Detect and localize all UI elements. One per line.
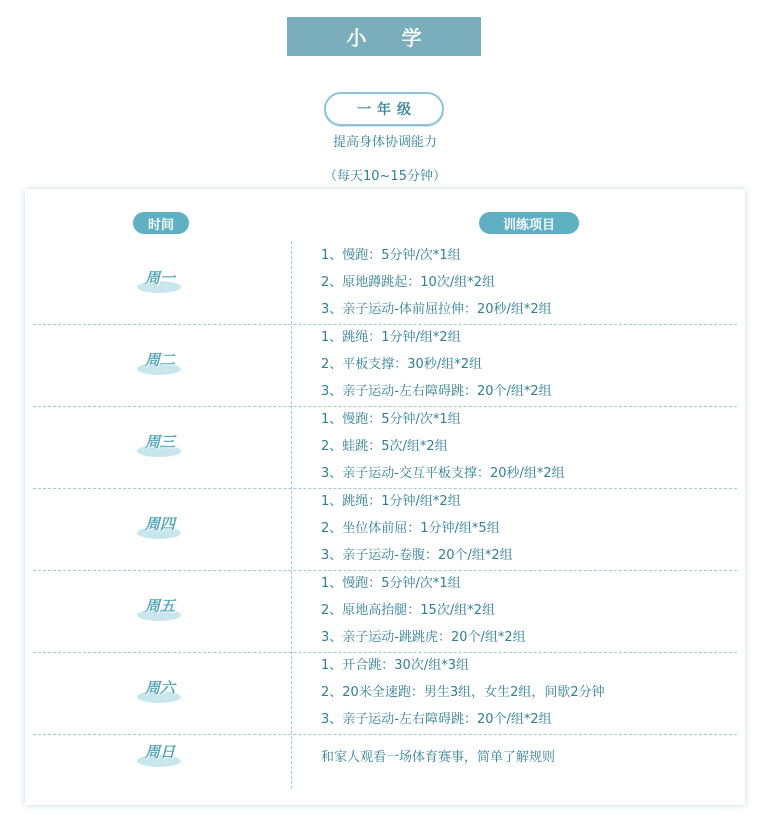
day-label [133,587,183,627]
training-item: 3、亲子运动-卷腹：20个/组*2组 [321,548,513,563]
training-item: 2、原地高抬腿：15次/组*2组 [321,603,495,618]
day-label [133,341,183,381]
header-training-items: 训练项目 [479,212,579,234]
day-label [133,669,183,709]
grade-label: 一年级 [357,102,417,118]
training-duration: （每天10~15分钟） [324,169,446,184]
training-item: 3、亲子运动-左右障碍跳：20个/组*2组 [321,384,552,399]
training-items [321,652,605,733]
training-item: 3、亲子运动-交互平板支撑：20秒/组*2组 [321,466,565,481]
training-item: 3、亲子运动-体前屈拉伸：20秒/组*2组 [321,302,552,317]
training-items [321,324,552,405]
training-item: 1、慢跑：5分钟/次*1组 [321,412,461,427]
day-label-text: 周日 [144,743,175,761]
day-label-text: 周五 [144,597,175,615]
banner-title: 小 学 [346,26,436,50]
training-items [321,744,555,771]
training-items [321,488,513,569]
training-items [321,570,526,651]
training-goal: 提高身体协调能力 [332,135,437,150]
training-item: 2、坐位体前屈：1分钟/组*5组 [321,521,500,536]
row-separator [33,570,737,571]
training-item: 2、蛙跳：5次/组*2组 [321,439,448,454]
day-label-text: 周一 [144,269,175,287]
row-separator [33,406,737,407]
day-label-text: 周六 [144,679,175,697]
training-item: 1、跳绳：1分钟/组*2组 [321,494,461,509]
day-label [133,259,183,299]
training-item: 1、开合跳：30次/组*3组 [321,658,469,673]
row-separator [33,324,737,325]
row-separator [33,734,737,735]
day-label-text: 周二 [144,351,175,369]
grade-pill [324,92,444,126]
training-item: 2、20米全速跑：男生3组，女生2组，间歇2分钟 [321,685,605,700]
training-item: 和家人观看一场体育赛事，简单了解规则 [321,750,556,765]
day-label-text: 周四 [144,515,175,533]
day-label-text: 周三 [144,433,175,451]
row-separator [33,488,737,489]
training-items [321,242,552,323]
training-items [321,406,565,487]
training-item: 1、慢跑：5分钟/次*1组 [321,576,461,591]
training-item: 2、平板支撑：30秒/组*2组 [321,357,482,372]
training-item: 1、跳绳：1分钟/组*2组 [321,330,461,345]
day-label [133,505,183,545]
training-item: 2、原地蹲跳起：10次/组*2组 [321,275,495,290]
day-label [133,423,183,463]
training-item: 1、慢跑：5分钟/次*1组 [321,248,461,263]
schedule-card [25,189,745,805]
training-item: 3、亲子运动-跳跳虎：20个/组*2组 [321,630,526,645]
header-time: 时间 [133,212,189,234]
section-banner [287,17,481,56]
day-label [133,733,183,773]
row-separator [33,652,737,653]
training-item: 3、亲子运动-左右障碍跳：20个/组*2组 [321,712,552,727]
